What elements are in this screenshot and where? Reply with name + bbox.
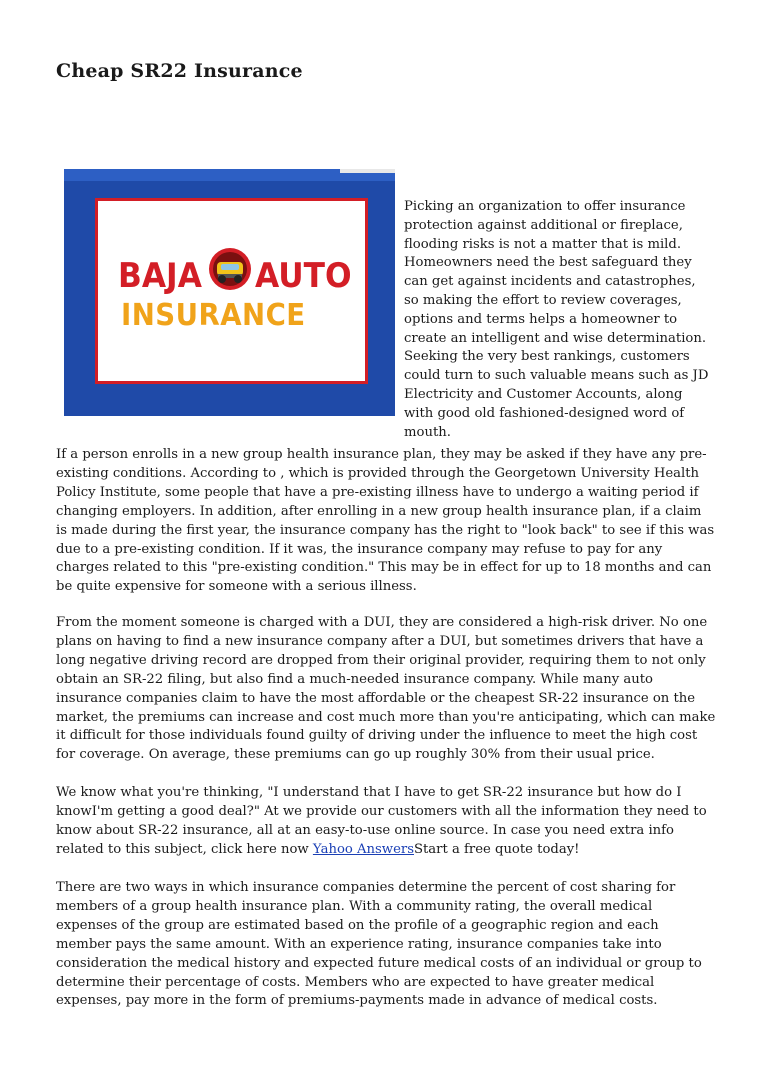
logo-panel [95, 198, 368, 384]
car-icon [207, 244, 253, 294]
page-title: Cheap SR22 Insurance [56, 60, 303, 82]
logo-word-auto: AUTO [255, 256, 352, 296]
logo-word-insurance: INSURANCE [121, 298, 306, 333]
logo-frame-tab [340, 169, 395, 173]
paragraph-preexisting-conditions: If a person enrolls in a new group health insurance plan, they may be asked if they have any pre-existing conditions. According to , which is provided through the Georgetown University Health Policy Institute, some people that have a pre-existing illness have to undergo a waiting period if changing employers. In addition, after enrolling in a new group health insurance plan, if a claim is made during the first year, the insurance company has the right to "look back" to see if this was due to a pre-existing condition. If it was, the insurance company may refuse to pay for any charges related to this "pre-existing condition." This may be in effect for up to 18 months and can be quite expensive for someone with a serious illness. [56, 447, 715, 595]
paragraph-dui: From the moment someone is charged with a DUI, they are considered a high-risk driver. No one plans on having to find a new insurance company after a DUI, but sometimes drivers that have a long negative driving record are dropped from their original provider, requiring them to not only obtain an SR-22 filing, but also find a much-needed insurance company. While many auto insurance companies claim to have the most affordable or the cheapest SR-22 insurance on the market, the premiums can increase and cost much more than you're anticipating, which can make it difficult for those individuals found guilty of driving under the influence to meet the high cost for coverage. On average, these premiums can go up roughly 30% from their usual price. [56, 615, 716, 763]
baja-auto-insurance-logo-image [64, 169, 395, 416]
paragraph-cost-sharing: There are two ways in which insurance companies determine the percent of cost sharing for members of a group health insurance plan. With a community rating, the overall medical expenses of the group are estimated based on the profile of a geographic region and each member pays the same amount. With an experience rating, insurance companies take into consideration the medical history and expected future medical costs of an individual or group to determine their percentage of costs. Members who are expected to have greater medical expenses, pay more in the form of premiums-payments made in advance of medical costs. [56, 880, 702, 1009]
side-paragraph: Picking an organization to offer insurance protection against additional or fireplace, flooding risks is not a matter that is mild. Homeowners need the best safeguard they can get against incidents and catastrophes, so making the effort to review coverages, options and terms helps a homeowner to create an intelligent and wise determination. Seeking the very best rankings, customers could turn to such valuable means such as JD Electricity and Customer Accounts, along with good old fashioned-designed word of mouth. [404, 199, 709, 440]
logo-word-baja: BAJA [118, 256, 202, 296]
paragraph-sr22-deal [56, 784, 716, 860]
yahoo-answers-link[interactable]: Yahoo Answers [312, 841, 414, 857]
paragraph-sr22-text: We know what you're thinking, "I understand that I have to get SR-22 insurance but how do I knowI'm getting a good deal?" At we provide our customers with all the information they need to know about SR-22 insurance, all at an easy-to-use online source. In case you need extra info related to this subject, click here now [56, 785, 707, 857]
paragraph-sr22-cta: Start a free quote today! [413, 841, 580, 857]
